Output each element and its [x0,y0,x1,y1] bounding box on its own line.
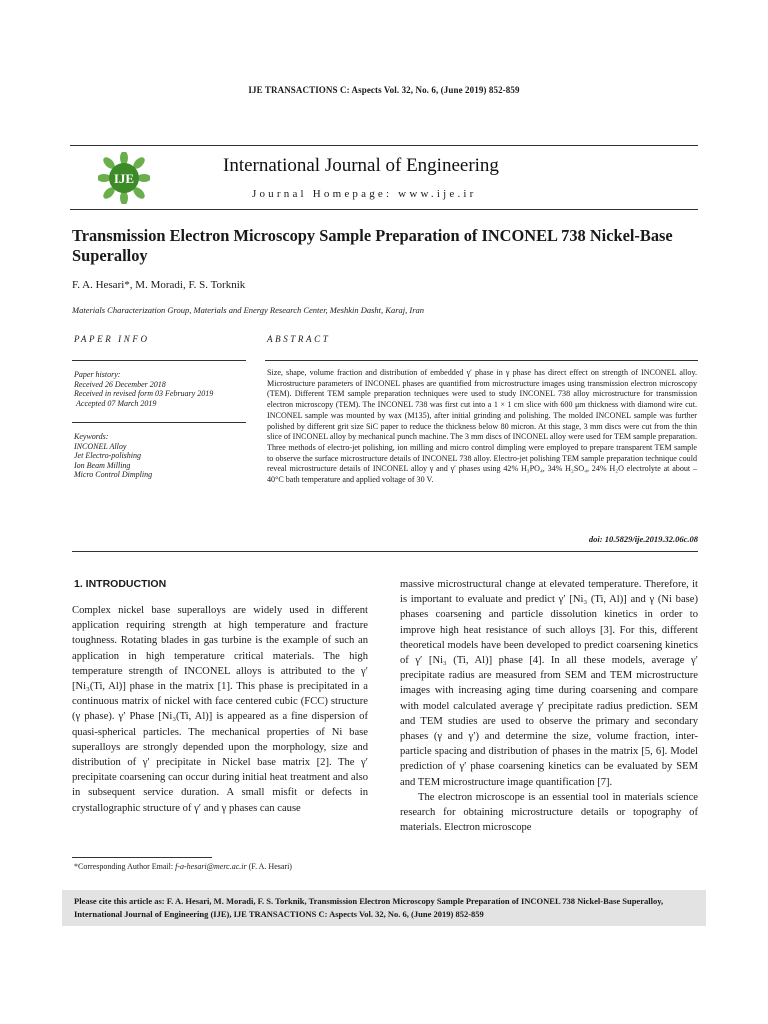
keywords-title: Keywords: [74,432,109,441]
left-column [72,603,368,816]
footnote-suffix: (F. A. Hesari) [246,862,292,871]
citation-text: Please cite this article as: F. A. Hesari, M. Moradi, F. S. Torknik, Transmission Electron Microscopy Sample Preparation of INCONEL 738 Nickel-Base Superalloy, International Journal of Engineering (IJE), IJE TRANSACTIONS C: Aspects Vol. 32, No. 6, (June 2019) 852-859 [74,896,664,919]
article-affiliation: Materials Characterization Group, Materials and Energy Research Center, Meshkin Dasht, Karaj, Iran [72,305,425,315]
abstract-bottom-rule [72,551,698,552]
keyword-item: Micro Control Dimpling [74,470,153,480]
article-authors: F. A. Hesari*, M. Moradi, F. S. Torknik [72,279,246,291]
logo-emblem-icon [98,152,150,204]
received-date: Received 26 December 2018 [74,379,166,389]
footnote-prefix: *Corresponding Author Email: [74,862,176,871]
keywords-block [74,432,254,480]
intro-paragraph-2: The electron microscope is an essential tool in materials science research for obtaining microstructure details or topography of materials. Electron microscope [400,791,698,834]
journal-issue-line: IJE TRANSACTIONS C: Aspects Vol. 32, No. 6, (June 2019) 852-859 [248,85,520,95]
header-top-rule [70,145,698,146]
author-email[interactable]: f-a-hesari@merc.ac.ir [175,862,247,871]
corresponding-author-footnote [74,862,292,871]
paper-history [74,370,254,408]
abstract-rule [265,360,698,361]
article-title: Transmission Electron Microscopy Sample Preparation of INCONEL 738 Nickel-Base Superalloy [72,226,673,265]
doi-link[interactable]: doi: 10.5829/ije.2019.32.06c.08 [588,534,698,544]
journal-homepage: Journal Homepage: www.ije.ir [252,188,477,200]
keyword-item: Jet Electro-polishing [74,451,142,461]
revised-date: Received in revised form 03 February 2019 [74,389,214,399]
paper-info-rule [72,360,246,361]
footnote-rule [72,857,212,858]
paper-history-rule [72,422,246,423]
intro-paragraph-continued: massive microstructural change at elevated temperature. Therefore, it is important to evaluate and predict γ′ [Ni₃ (Ti, Al)] and γ (Ni base) phases coarsening and particle dissolution kinetics in order to improve high heat resistance of such alloys [3]. For this, different theoretical models have been developed to predict coarsening kinetics of γ′ [Ni₃ (Ti, Al)] phase [4]. In all these models, average γ′ precipitate radius are measured from SEM and TEM microstructure images with increasing aging time during coarsening and compare with model calculated average γ′ precipitate radius prediction. SEM and TEM studies are used to observe the primary and secondary phases (γ and γ′) and determine the size, volume fraction, inter-particle spacing and distribution of phases in the matrix [5, 6]. Model prediction of γ′ phase coarsening kinetics can be evaluated by SEM and TEM microstructure image quantification [7]. [400,579,698,788]
keyword-item: Ion Beam Milling [74,460,131,470]
journal-logo [98,152,150,204]
keyword-item: INCONEL Alloy [74,441,127,451]
abstract-label: ABSTRACT [267,334,331,344]
abstract-text: Size, shape, volume fraction and distribution of embedded γ′ phase in γ phase has direct effect on strength of INCONEL alloy. Microstructure parameters of INCONEL phases are quantified from microstructure images using transmission electron microscopy (TEM). Different TEM sample preparation techniques were used to study INCONEL 738 alloy microstructure for transmission electron microscopy (TEM). The INCONEL 738 was first cut into a 1 × 1 cm slice with 600 μm thickness with diamond wire cut. INCONEL sample was mounted by wax (M135), after initial grinding and polishing. The molded INCONEL sample was further polished by different grit size SiC paper to reduce the thickness below 80 micron. At this stage, 3 mm discs were cut from the thin slice of INCONEL alloy by mechanical punch machine. The 3 mm discs of INCONEL alloy were used for TEM sample preparation. Three methods of electro-jet polishing, ion milling and micro control dimpling were employed to prepare transparent TEM sample to observe the surface microstructure details of INCONEL 738 alloy. Electro-jet polishing TEM sample preparation technique could reveal microstructure details of INCONEL alloy γ and γ′ phases using 42% H₃PO₄, 34% H₂SO₄, 24% H₂O electrolyte at about – 40°C bath temperature and applied voltage of 30 V. [267,368,697,485]
intro-paragraph: Complex nickel base superalloys are widely used in different application requiring strength at high temperature and fracture toughness. Rotating blades in gas turbine is the example of such an application in high temperature critical materials. The high temperature strength of INCONEL alloys is attributed to the γ′ [Ni₃(Ti, Al)] phase in the matrix [1]. This phase is precipitated in a continuous matrix of nickel with face centered cubic (FCC) structure (γ phase). γ′ Phase [Ni₃(Ti, Al)] is appeared as a fine dispersion of quasi-spherical particles. The mechanical properties of Ni base superalloys are strongly depended upon the morphology, size and distribution of γ′ precipitate in Nickel base matrix [2]. The γ′ precipitate coarsening can occur during initial heat treatment and also in subsequent service duration. A small misfit or defects in crystallographic structure of γ′ and γ phases can cause [72,605,368,814]
section-heading: 1. INTRODUCTION [74,578,167,590]
header-bottom-rule [70,209,698,210]
history-title: Paper history: [74,370,121,379]
paper-info-label: PAPER INFO [74,334,150,344]
accepted-date: Accepted 07 March 2019 [76,398,157,408]
journal-name: International Journal of Engineering [223,155,499,176]
right-column [400,577,698,835]
logo-text: IJE [113,171,135,186]
